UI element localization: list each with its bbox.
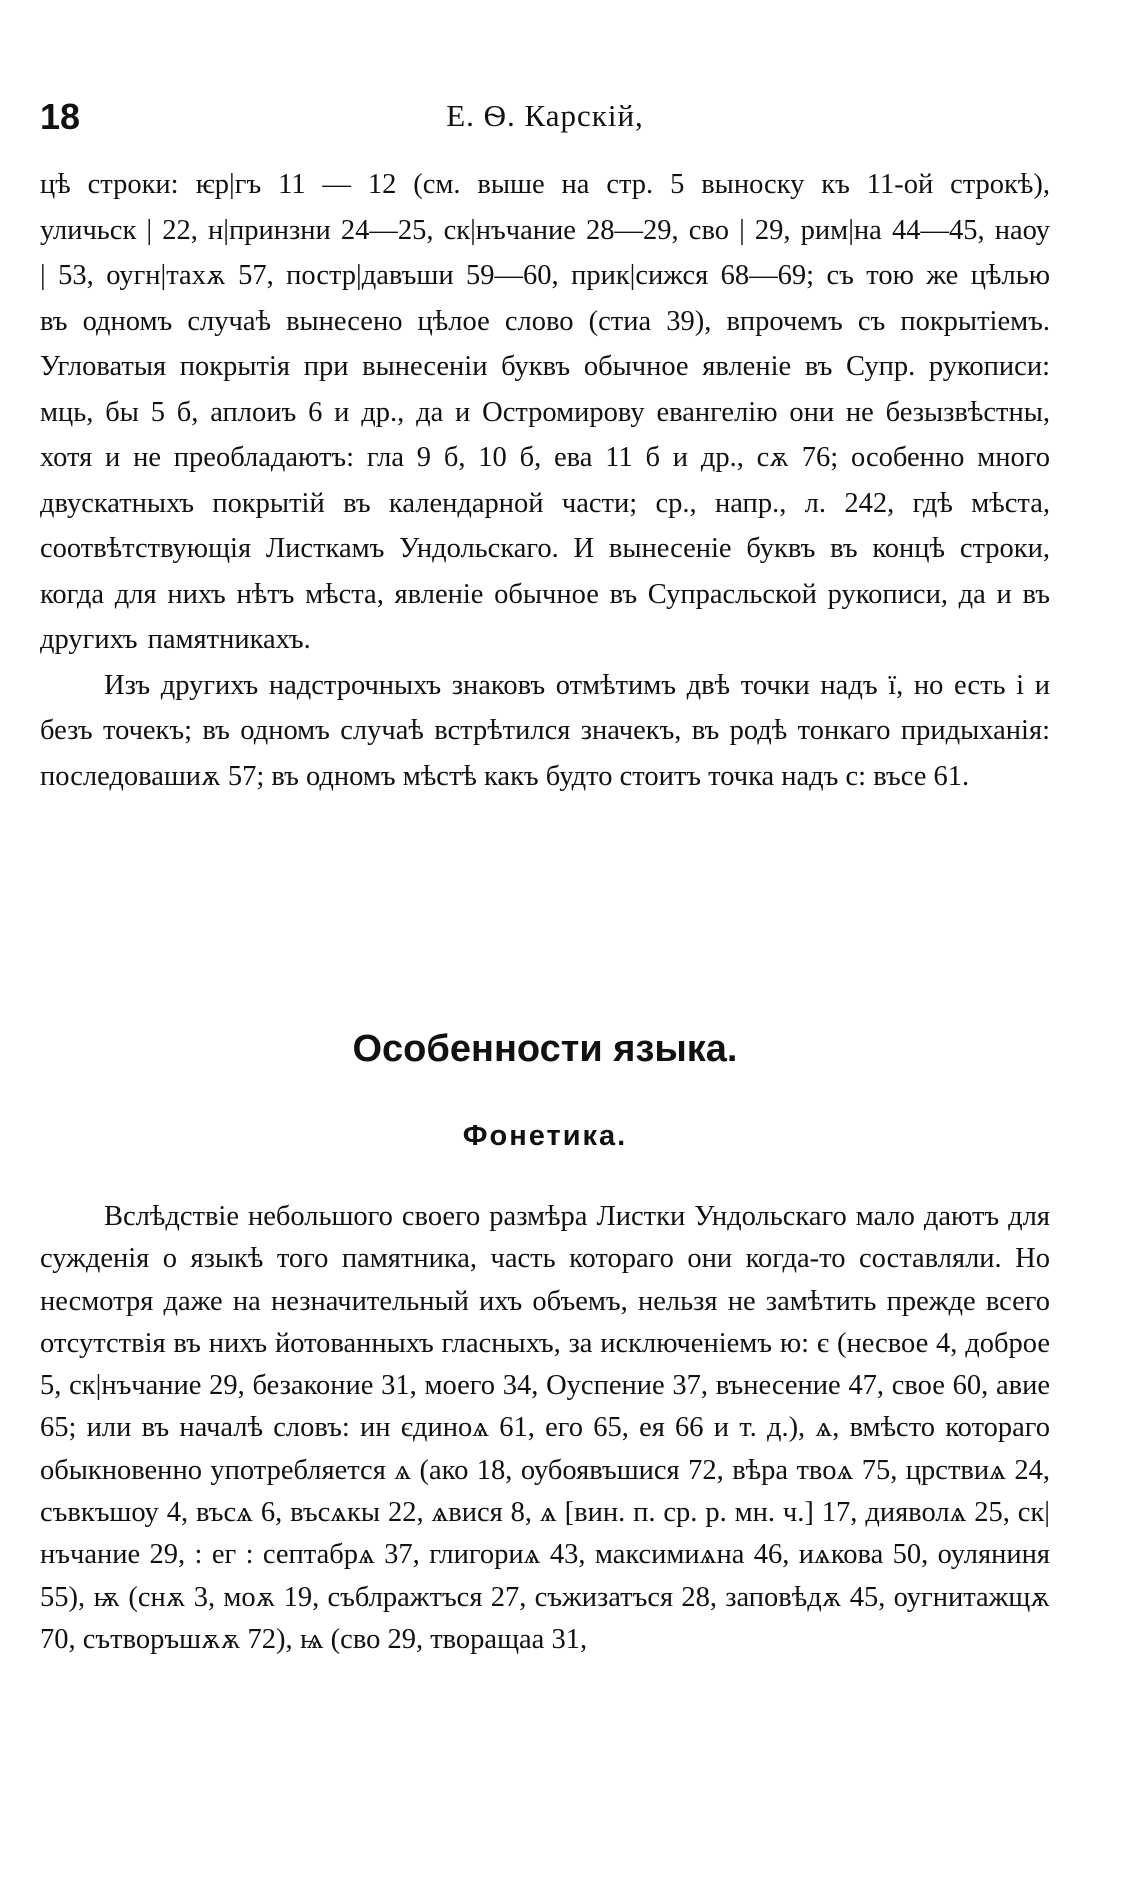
running-head: Е. Ѳ. Карскій, <box>446 98 644 133</box>
body-text <box>40 162 1050 799</box>
page-number: 18 <box>40 96 81 137</box>
subsection-title: Фонетика. <box>462 1120 628 1152</box>
body-text-2 <box>40 1196 1050 1661</box>
paragraph-3: Вслѣдствіе небольшого своего размѣра Листки Ундольскаго мало даютъ для сужденія о языкѣ того памятника, часть котораго они когда-то составляли. Но несмотря даже на незначительный ихъ объемъ, нельзя не замѣтить прежде всего отсутствія въ нихъ йотованныхъ гласныхъ, за исключеніемъ ю: є (несвое 4, доброе 5, ск|нъчание 29, безаконие 31, моего 34, Оуспение 37, вънесение 47, свое 60, авие 65; или въ началѣ словъ: ин єдиноѧ 61, его 65, ея 66 и т. д.), ѧ, вмѣсто котораго обыкновенно употребляется ѧ (ако 18, оубоявъшися 72, вѣра твоѧ 75, црствиѧ 24, съвкъшоу 4, въсѧ 6, въсѧкы 22, ѧвися 8, ѧ [вин. п. ср. р. мн. ч.] 17, дияволѧ 25, ск|нъчание 29, : ег : септабрѧ 37, глигориѧ 43, максимиѧна 46, иѧкова 50, оуляниня 55), ѭ (снѫ 3, мoѫ 19, съблражтъся 27, съжизатъся 28, заповѣдѫ 45, оугнитажщѫ 70, сътворъшѫѫ 72), ѩ (сво 29, творащаа 31, <box>40 1201 1050 1655</box>
page-header <box>40 96 1050 140</box>
paragraph-2: Изъ другихъ надстрочныхъ знаковъ отмѣтимъ двѣ точки надъ ї, но есть і и безъ точекъ; въ одномъ случаѣ встрѣтился значекъ, въ родѣ тонкаго придыханія: последовашиѫ 57; въ одномъ мѣстѣ какъ будто стоитъ точка надъ с: въсе 61. <box>40 669 1050 792</box>
paragraph-1: цѣ строки: ѥр|гъ 11 — 12 (см. выше на стр. 5 выноску къ 11-ой строкѣ), уличьск | 22, н|принзни 24—25, ск|нъчание 28—29, сво | 29, рим|на 44—45, наоу | 53, оугн|тахѫ 57, постр|давъши 59—60, прик|сижся 68—69; съ тою же цѣлью въ одномъ случаѣ вынесено цѣлое слово (стиа 39), впрочемъ съ покрытіемъ. Угловатыя покрытія при вынесеніи буквъ обычное явленіе въ Супр. рукописи: мць, бы 5 б, аплоиъ 6 и др., да и Остромирову евангелію они не безызвѣстны, хотя и не преобладаютъ: гла 9 б, 10 б, ева 11 б и др., сѫ 76; особенно много двускатныхъ покрытій въ календарной части; ср., напр., л. 242, гдѣ мѣста, соотвѣтствующія Листкамъ Ундольскаго. И вынесеніе буквъ въ концѣ строки, когда для нихъ нѣтъ мѣста, явленіе обычное въ Супрасльской рукописи, да и въ другихъ памятникахъ. <box>40 169 1051 655</box>
section-title: Особенности языка. <box>352 1028 738 1070</box>
